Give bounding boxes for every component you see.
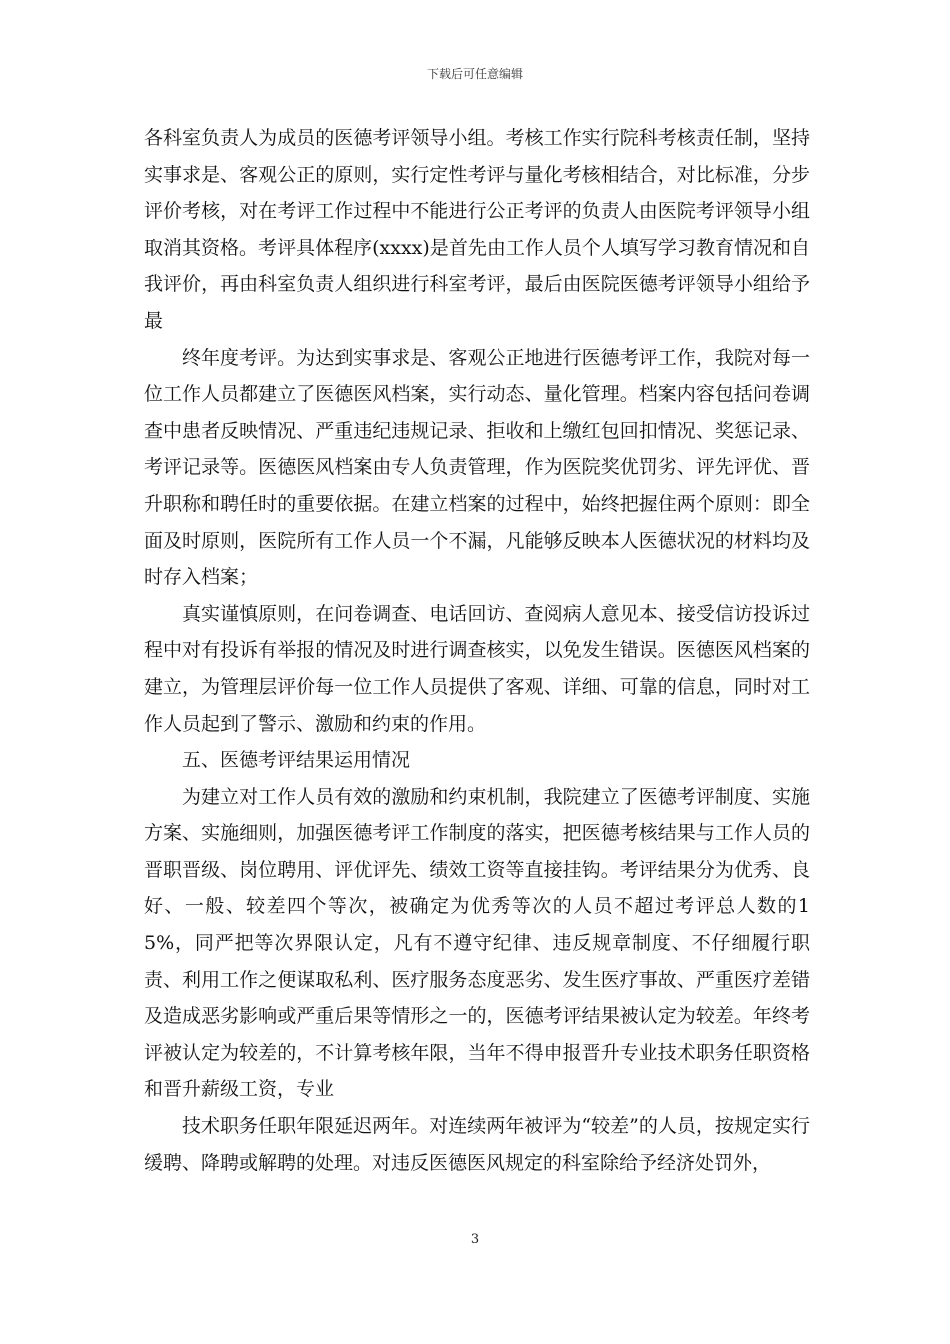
page-number: 3: [470, 1232, 480, 1247]
paragraph-3: 真实谨慎原则，在问卷调查、电话回访、查阅病人意见本、接受信访投诉过程中对有投诉有举报的情况及时进行调查核实，以免发生错误。医德医风档案的建立，为管理层评价每一位工作人员提供了客观、详细、可靠的信息，同时对工作人员起到了警示、激励和约束的作用。: [144, 602, 810, 735]
section-heading: 五、医德考评结果运用情况: [182, 749, 411, 772]
paragraph-2: 终年度考评。为达到实事求是、客观公正地进行医德考评工作，我院对每一位工作人员都建立了医德医风档案，实行动态、量化管理。档案内容包括问卷调查中患者反映情况、严重违纪违规记录、拒收和上缴红包回扣情况、奖惩记录、考评记录等。医德医风档案由专人负责管理，作为医院奖优罚劣、评先评优、晋升职称和聘任时的重要依据。在建立档案的过程中，始终把握住两个原则：即全面及时原则，医院所有工作人员一个不漏，凡能够反映本人医德状况的材料均及时存入档案；: [144, 346, 810, 589]
paragraph-5: 技术职务任职年限延迟两年。对连续两年被评为“较差”的人员，按规定实行缓聘、降聘或解聘的处理。对违反医德医风规定的科室除给予经济处罚外，: [144, 1115, 810, 1174]
paragraph-1: 各科室负责人为成员的医德考评领导小组。考核工作实行院科考核责任制，坚持实事求是、客观公正的原则，实行定性考评与量化考核相结合，对比标准，分步评价考核，对在考评工作过程中不能进行公正考评的负责人由医院考评领导小组取消其资格。考评具体程序(xxxx)是首先由工作人员个人填写学习教育情况和自我评价，再由科室负责人组织进行科室考评，最后由医院医德考评领导小组给予最: [144, 127, 810, 332]
document-body: [144, 120, 810, 1181]
page-header: 下载后可任意编辑: [426, 67, 523, 81]
paragraph-4: 为建立对工作人员有效的激励和约束机制，我院建立了医德考评制度、实施方案、实施细则，加强医德考评工作制度的落实，把医德考核结果与工作人员的晋职晋级、岗位聘用、评优评先、绩效工资等直接挂钩。考评结果分为优秀、良好、一般、较差四个等次，被确定为优秀等次的人员不超过考评总人数的15%，同严把等次界限认定，凡有不遵守纪律、违反规章制度、不仔细履行职责、利用工作之便谋取私利、医疗服务态度恶劣、发生医疗事故、严重医疗差错及造成恶劣影响或严重后果等情形之一的，医德考评结果被认定为较差。年终考评被认定为较差的，不计算考核年限，当年不得申报晋升专业技术职务任职资格和晋升薪级工资，专业: [144, 785, 810, 1101]
